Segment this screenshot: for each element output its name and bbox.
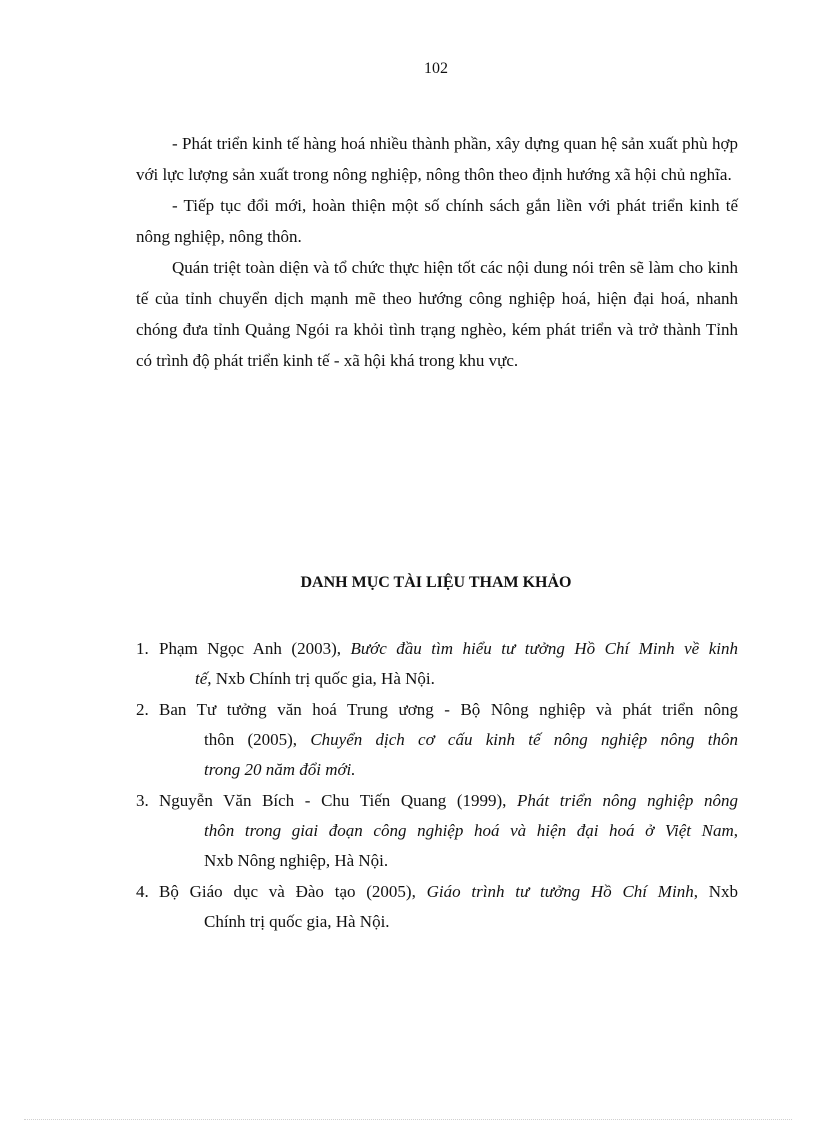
reference-item-2 [136, 695, 738, 785]
reference-title-cont: trong 20 năm đổi mới. [204, 760, 356, 779]
reference-punct: , [733, 821, 738, 840]
paragraph-2: - Tiếp tục đổi mới, hoàn thiện một số chính sách gắn liền với phát triển kinh tế nông nghiệp, nông thôn. [136, 196, 738, 246]
page-bottom-rule [24, 1119, 792, 1120]
paragraph-1: - Phát triển kinh tế hàng hoá nhiều thành phần, xây dựng quan hệ sản xuất phù hợp với lực lượng sản xuất trong nông nghiệp, nông thôn theo định hướng xã hội chủ nghĩa. [136, 134, 738, 184]
body-text [136, 128, 738, 376]
reference-number: 4. [136, 882, 149, 901]
reference-title-cont: thôn trong giai đoạn công nghiệp hoá và hiện đại hoá ở Việt Nam [204, 821, 734, 840]
reference-publisher: Nxb Chính trị quốc gia, Hà Nội. [215, 669, 435, 688]
reference-line [159, 755, 738, 785]
reference-title: Chuyển dịch cơ cấu kinh tế nông nghiệp nông thôn [310, 730, 739, 749]
reference-publisher: , Nxb [693, 882, 739, 901]
reference-line [159, 664, 738, 694]
reference-title: Giáo trình tư tưởng Hồ Chí Minh [426, 882, 694, 901]
reference-text [159, 877, 738, 937]
reference-line [159, 877, 738, 907]
paragraph-3: Quán triệt toàn diện và tổ chức thực hiện tốt các nội dung nói trên sẽ làm cho kinh tế của tỉnh chuyển dịch mạnh mẽ theo hướng công nghiệp hoá, hiện đại hoá, nhanh chóng đưa tỉnh Quảng Ngói ra khỏi tình trạng nghèo, kém phát triển và trở thành Tỉnh có trình độ phát triển kinh tế - xã hội khá trong khu vực. [136, 258, 738, 370]
reference-title-cont: tế, [195, 669, 212, 688]
reference-line [159, 816, 738, 846]
reference-number: 2. [136, 700, 149, 719]
references-list [136, 634, 738, 938]
reference-item-3 [136, 786, 738, 876]
references-heading: DANH MỤC TÀI LIỆU THAM KHẢO [300, 574, 572, 591]
reference-item-4 [136, 877, 738, 937]
page-number: 102 [424, 60, 448, 77]
reference-text [159, 695, 738, 785]
reference-number: 1. [136, 639, 149, 658]
reference-line: Ban Tư tưởng văn hoá Trung ương - Bộ Nông nghiệp và phát triển nông [159, 700, 738, 719]
reference-line [159, 725, 738, 755]
reference-year: thôn (2005), [204, 730, 298, 749]
reference-title: Bước đầu tìm hiểu tư tưởng Hồ Chí Minh về kinh [350, 639, 738, 658]
reference-line: Chính trị quốc gia, Hà Nội. [204, 912, 390, 931]
reference-author: Nguyễn Văn Bích - Chu Tiến Quang (1999), [159, 791, 507, 810]
reference-item-1 [136, 634, 738, 694]
reference-line [159, 786, 738, 816]
reference-text [159, 786, 738, 876]
reference-text [159, 634, 738, 694]
reference-author: Bộ Giáo dục và Đào tạo (2005), [159, 882, 416, 901]
reference-author: Phạm Ngọc Anh (2003), [159, 639, 341, 658]
reference-number: 3. [136, 791, 149, 810]
reference-line: Nxb Nông nghiệp, Hà Nội. [204, 851, 389, 870]
reference-line [159, 634, 738, 664]
reference-title: Phát triển nông nghiệp nông [517, 791, 739, 810]
